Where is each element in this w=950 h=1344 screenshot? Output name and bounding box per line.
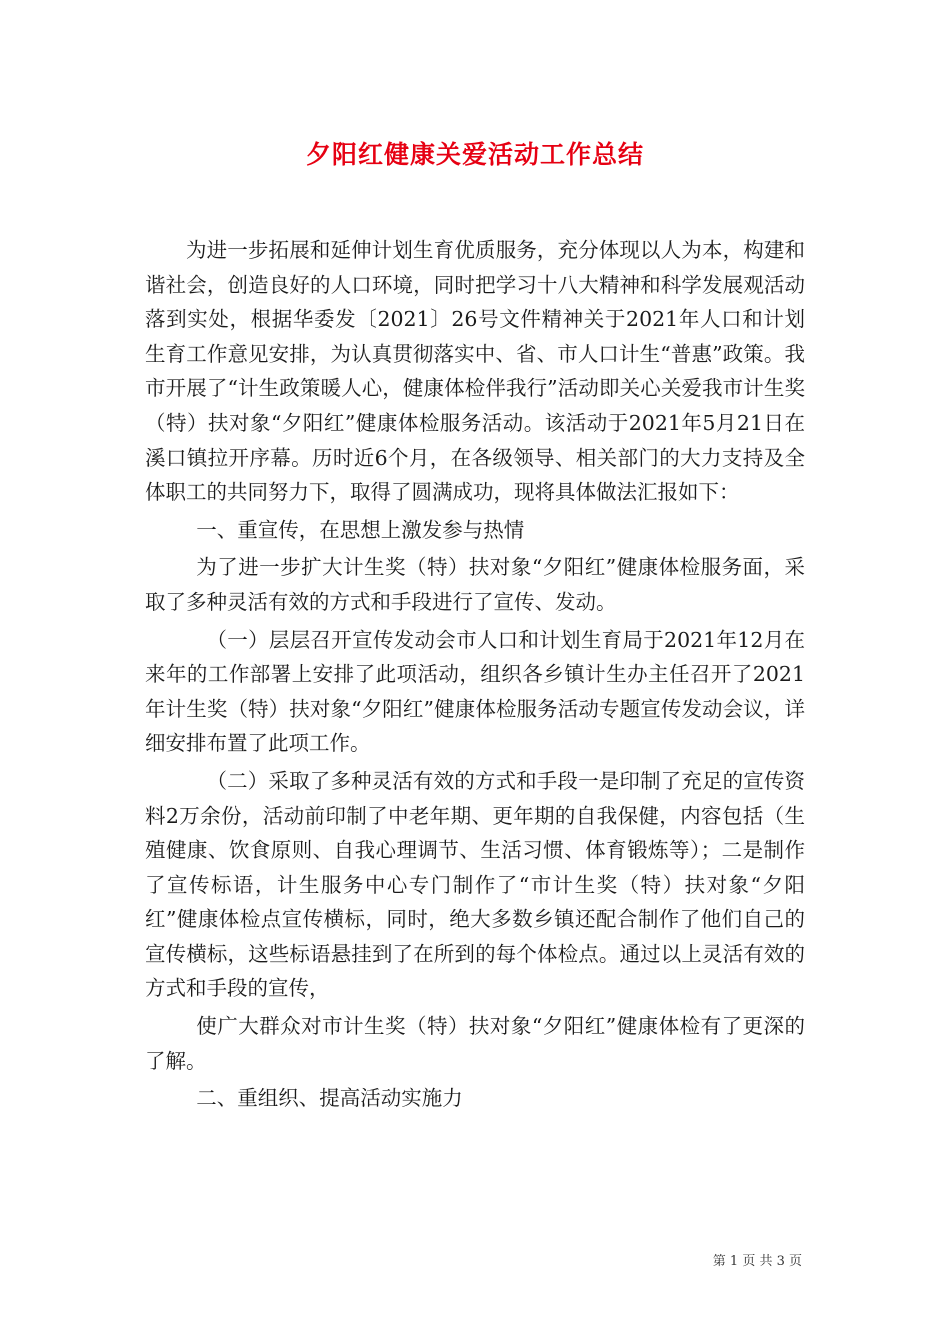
section-heading-1: 一、重宣传，在思想上激发参与热情 bbox=[196, 517, 525, 542]
body-paragraph: 使广大群众对市计生奖（特）扶对象“夕阳红”健康体检有了更深的了解。 bbox=[145, 1014, 805, 1073]
page-number: 第 1 页 共 3 页 bbox=[712, 1254, 802, 1269]
body-paragraph: （一）层层召开宣传发动会市人口和计划生育局于2021年12月在来年的工作部署上安排了此项活动，组织各乡镇计生办主任召开了2021年计生奖（特）扶对象“夕阳红”健康体检服务活动专题宣传发动会议，详细安排布置了此项工作。 bbox=[145, 627, 805, 756]
body-paragraph: 为了进一步扩大计生奖（特）扶对象“夕阳红”健康体检服务面，采取了多种灵活有效的方式和手段进行了宣传、发动。 bbox=[145, 555, 805, 614]
section-heading-2: 二、重组织、提高活动实施力 bbox=[196, 1086, 463, 1111]
document-title: 夕阳红健康关爱活动工作总结 bbox=[305, 140, 644, 169]
document-body bbox=[145, 233, 805, 1119]
intro-paragraph: 为进一步拓展和延伸计划生育优质服务，充分体现以人为本，构建和谐社会，创造良好的人口环境，同时把学习十八大精神和科学发展观活动落到实处，根据华委发〔2021〕26号文件精神关于2021年人口和计划生育工作意见安排，为认真贯彻落实中、省、市人口计生“普惠”政策。我市开展了“计生政策暖人心，健康体检伴我行”活动即关心关爱我市计生奖（特）扶对象“夕阳红”健康体检服务活动。该活动于2021年5月21日在溪口镇拉开序幕。历时近6个月，在各级领导、相关部门的大力支持及全体职工的共同努力下，取得了圆满成功，现将具体做法汇报如下： bbox=[145, 238, 805, 505]
body-paragraph: （二）采取了多种灵活有效的方式和手段一是印制了充足的宣传资料2万余份，活动前印制了中老年期、更年期的自我保健，内容包括（生殖健康、饮食原则、自我心理调节、生活习惯、体育锻炼等）；二是制作了宣传标语，计生服务中心专门制作了“市计生奖（特）扶对象“夕阳红”健康体检点宣传横标，同时，绝大多数乡镇还配合制作了他们自己的宣传横标，这些标语悬挂到了在所到的每个体检点。通过以上灵活有效的方式和手段的宣传， bbox=[145, 768, 805, 1001]
